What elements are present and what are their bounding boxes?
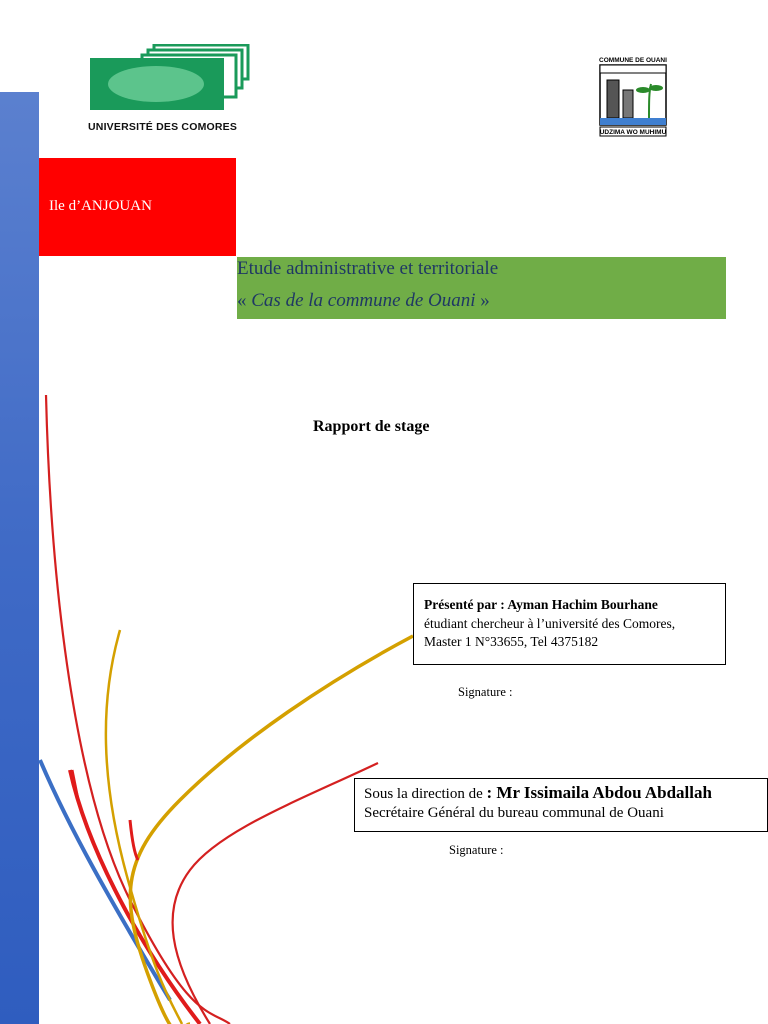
supervisor-line — [364, 783, 712, 803]
commune-logo-motto: UDZIMA WO MUHIMU — [599, 129, 667, 136]
title-quote-close: » — [475, 290, 490, 311]
commune-logo-top-text: COMMUNE DE OUANI — [599, 57, 667, 64]
supervisor-box — [354, 778, 768, 832]
supervisor-signature-label: Signature : — [449, 843, 504, 857]
presenter-status: étudiant chercheur à l’université des Comores, — [424, 616, 676, 631]
presenter-name: Présenté par : Ayman Hachim Bourhane — [424, 597, 658, 612]
title-quote-open: « — [237, 290, 252, 311]
supervisor-prefix: Sous la direction de — [364, 786, 487, 802]
island-label: Ile d’ANJOUAN — [49, 198, 152, 214]
presenter-box — [413, 583, 726, 665]
title-line-1: Etude administrative et territoriale — [237, 258, 499, 279]
title-subtitle: Cas de la commune de Ouani — [251, 290, 476, 311]
title-line-2 — [237, 290, 490, 312]
presenter-signature-label: Signature : — [458, 685, 513, 699]
supervisor-name: : Mr Issimaila Abdou Abdallah — [486, 783, 712, 802]
supervisor-role: Secrétaire Général du bureau communal de Ouani — [364, 805, 664, 821]
report-type-heading: Rapport de stage — [313, 418, 430, 435]
presenter-details: Master 1 N°33655, Tel 4375182 — [424, 634, 599, 649]
university-name: UNIVERSITÉ DES COMORES — [88, 121, 238, 133]
commune-ouani-logo — [597, 54, 669, 138]
